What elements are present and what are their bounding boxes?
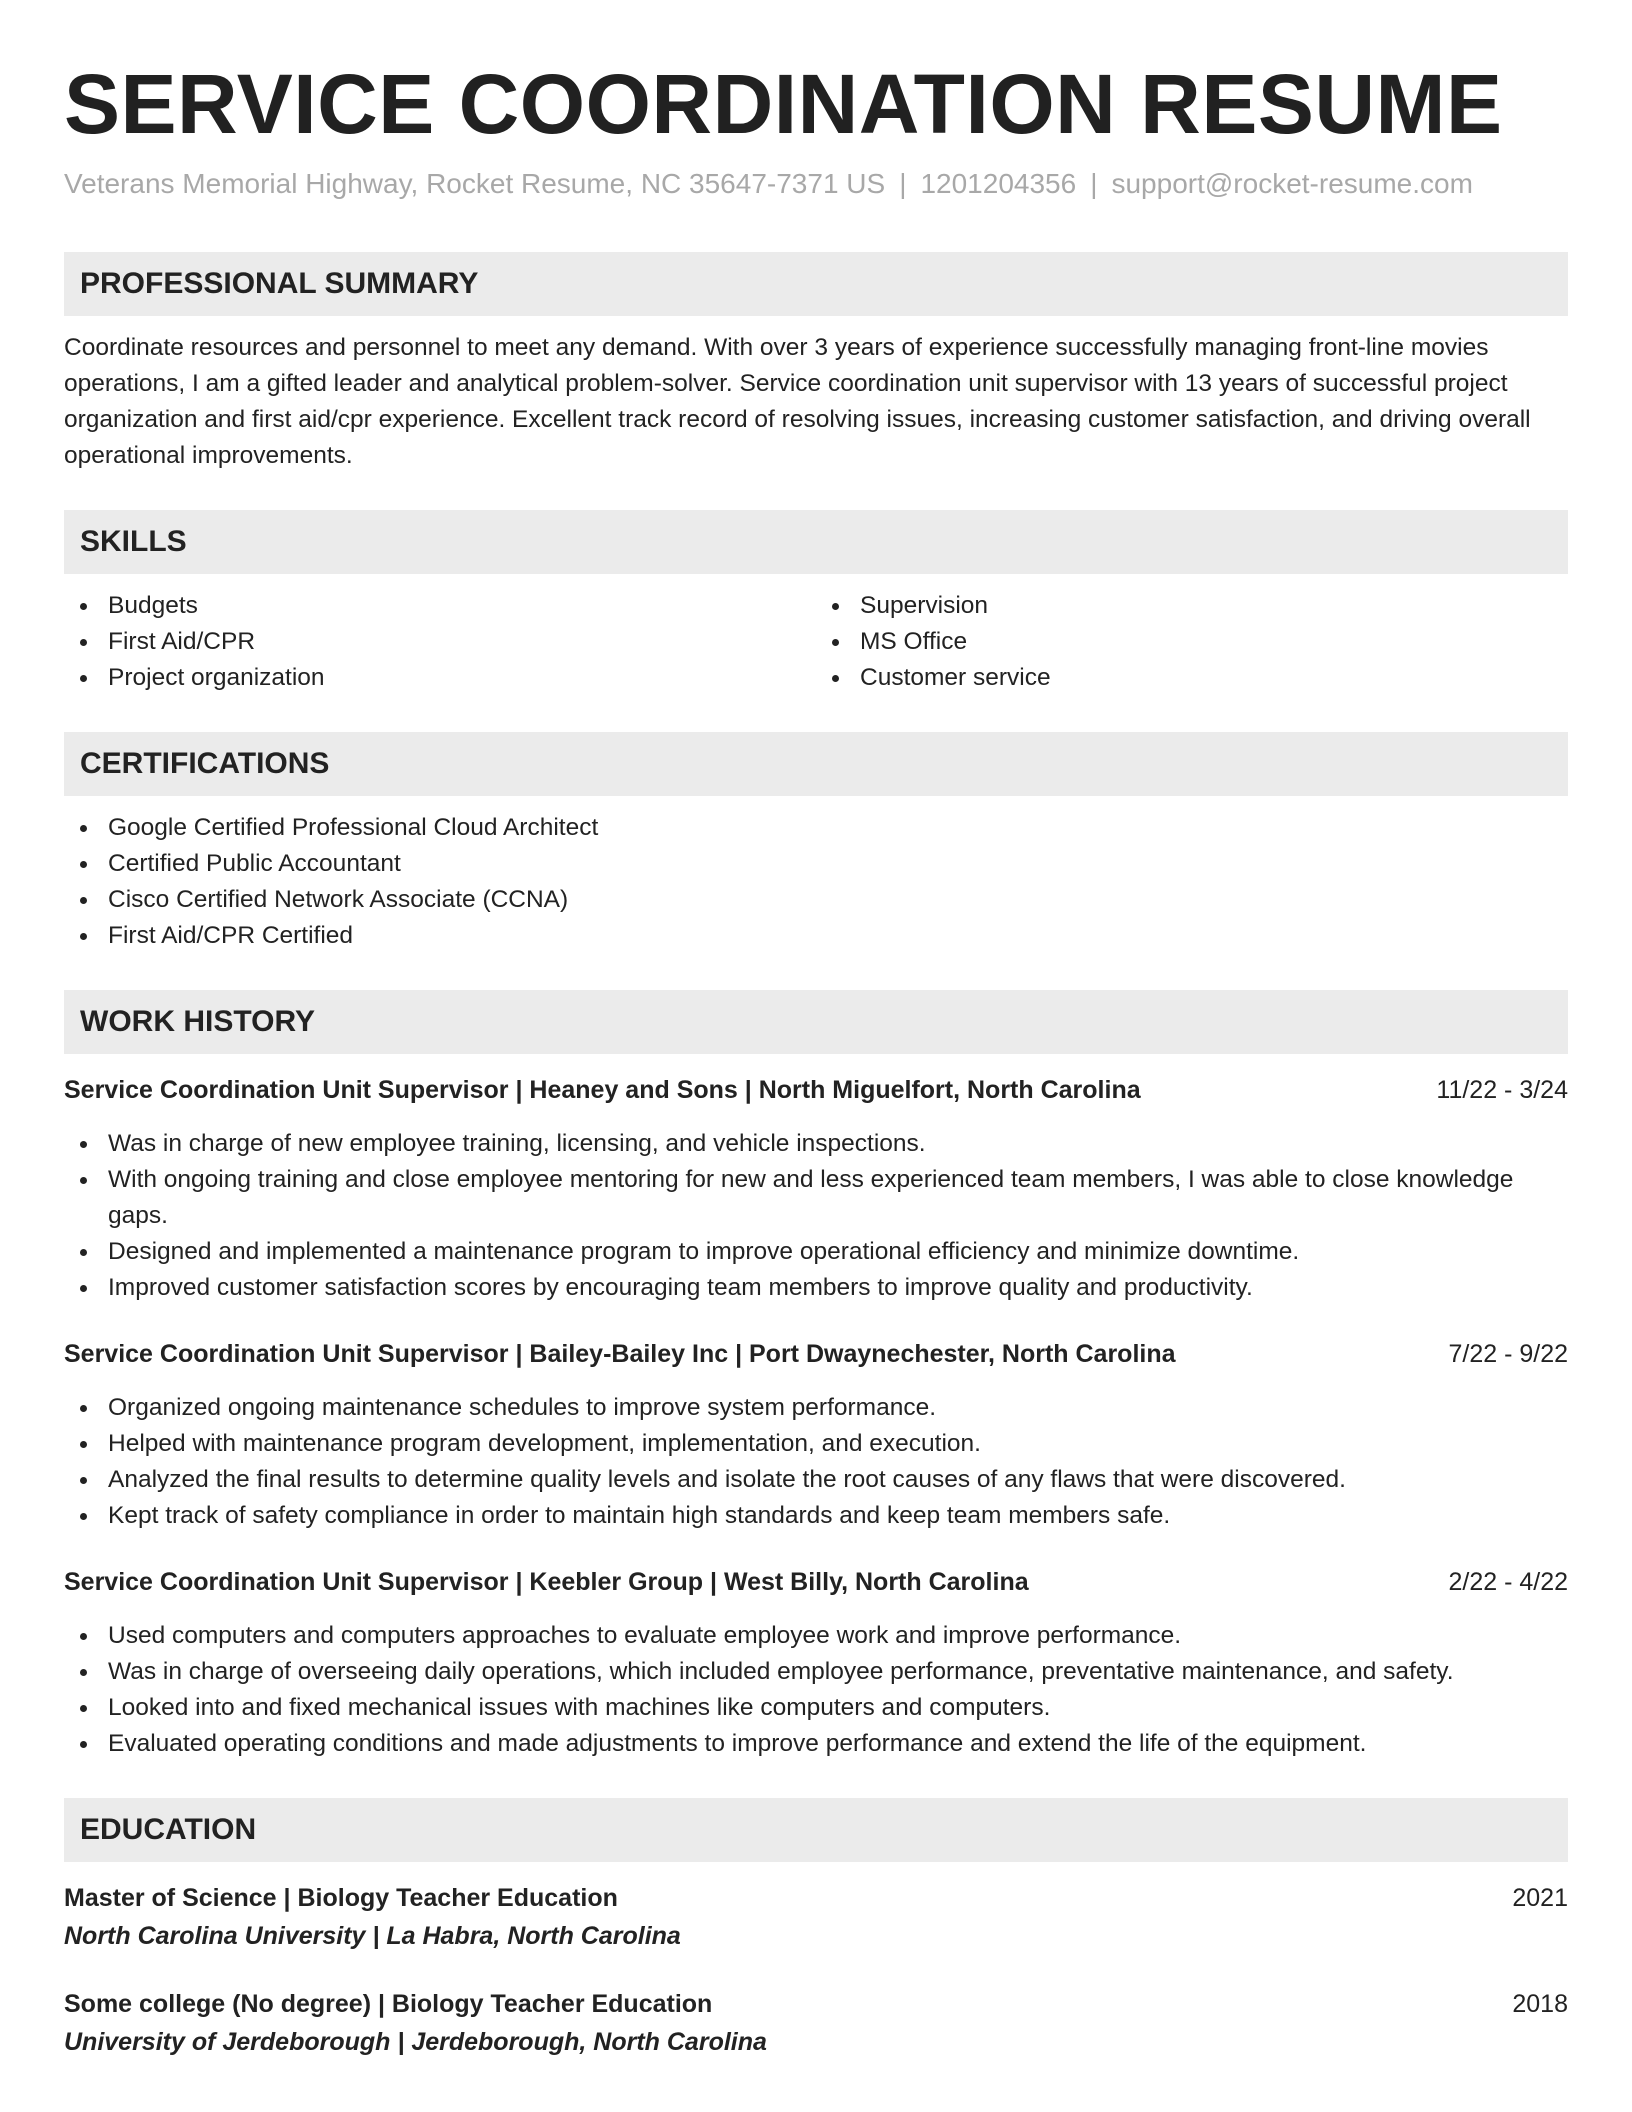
job-bullet: Kept track of safety compliance in order to maintain high standards and keep team members safe. (64, 1498, 1568, 1534)
certification-item: Certified Public Accountant (64, 846, 1568, 882)
job-header (64, 1564, 1568, 1600)
education-degree: Master of Science | Biology Teacher Education (64, 1884, 618, 1912)
job-entry (64, 1336, 1568, 1534)
job-entry (64, 1564, 1568, 1762)
job-title: Service Coordination Unit Supervisor | Heaney and Sons | North Miguelfort, North Carolina (64, 1076, 1141, 1104)
certification-item: Google Certified Professional Cloud Architect (64, 810, 1568, 846)
education-header (64, 1880, 1568, 1916)
job-dates: 7/22 - 9/22 (1448, 1340, 1568, 1368)
job-dates: 11/22 - 3/24 (1436, 1076, 1568, 1104)
contact-separator: | (1090, 168, 1098, 199)
skill-item: First Aid/CPR (64, 624, 816, 660)
skill-item: Budgets (64, 588, 816, 624)
job-bullet: Was in charge of overseeing daily operations, which included employee performance, preventative maintenance, and safety. (64, 1654, 1568, 1690)
certifications-list (64, 810, 1568, 954)
job-bullets (64, 1618, 1568, 1762)
job-bullet: Helped with maintenance program development, implementation, and execution. (64, 1426, 1568, 1462)
work-history-heading: WORK HISTORY (64, 990, 1568, 1054)
summary-heading: PROFESSIONAL SUMMARY (64, 252, 1568, 316)
education-heading: EDUCATION (64, 1798, 1568, 1862)
education-entry (64, 1880, 1568, 1956)
job-bullet: Organized ongoing maintenance schedules to improve system performance. (64, 1390, 1568, 1426)
job-bullet: Was in charge of new employee training, licensing, and vehicle inspections. (64, 1126, 1568, 1162)
job-title: Service Coordination Unit Supervisor | Keebler Group | West Billy, North Carolina (64, 1568, 1029, 1596)
job-bullet: Analyzed the final results to determine quality levels and isolate the root causes of any flaws that were discovered. (64, 1462, 1568, 1498)
skill-item: Supervision (816, 588, 1568, 624)
job-bullet: Evaluated operating conditions and made adjustments to improve performance and extend the life of the equipment. (64, 1726, 1568, 1762)
contact-address: Veterans Memorial Highway, Rocket Resume, NC 35647-7371 US (64, 168, 886, 199)
job-bullet: Designed and implemented a maintenance program to improve operational efficiency and minimize downtime. (64, 1234, 1568, 1270)
skills-list (64, 574, 1568, 696)
education-school: North Carolina University | La Habra, North Carolina (64, 1922, 681, 1950)
certification-item: First Aid/CPR Certified (64, 918, 1568, 954)
job-header (64, 1336, 1568, 1372)
certifications-heading: CERTIFICATIONS (64, 732, 1568, 796)
education-entry (64, 1986, 1568, 2062)
education-year: 2018 (1512, 1990, 1568, 2018)
contact-phone: 1201204356 (920, 168, 1077, 199)
certification-item: Cisco Certified Network Associate (CCNA) (64, 882, 1568, 918)
skills-heading: SKILLS (64, 510, 1568, 574)
skill-item: Project organization (64, 660, 816, 696)
education-header (64, 1986, 1568, 2022)
job-title: Service Coordination Unit Supervisor | Bailey-Bailey Inc | Port Dwaynechester, North Carolina (64, 1340, 1176, 1368)
job-header (64, 1072, 1568, 1108)
job-bullet: Improved customer satisfaction scores by encouraging team members to improve quality and productivity. (64, 1270, 1568, 1306)
education-degree: Some college (No degree) | Biology Teacher Education (64, 1990, 713, 2018)
skills-column-right (816, 574, 1568, 696)
job-dates: 2/22 - 4/22 (1448, 1568, 1568, 1596)
contact-email[interactable]: support@rocket-resume.com (1111, 168, 1473, 199)
skill-item: Customer service (816, 660, 1568, 696)
job-bullet: Used computers and computers approaches to evaluate employee work and improve performance. (64, 1618, 1568, 1654)
job-entry (64, 1072, 1568, 1306)
job-bullets (64, 1390, 1568, 1534)
education-year: 2021 (1512, 1884, 1568, 1912)
job-bullet: With ongoing training and close employee mentoring for new and less experienced team members, I was able to close knowledge gaps. (64, 1162, 1568, 1234)
contact-separator: | (899, 168, 907, 199)
education-school: University of Jerdeborough | Jerdeborough, North Carolina (64, 2028, 767, 2056)
job-bullet: Looked into and fixed mechanical issues with machines like computers and computers. (64, 1690, 1568, 1726)
resume-title: SERVICE COORDINATION RESUME (64, 57, 1503, 151)
contact-line (64, 166, 1568, 202)
skills-column-left (64, 574, 816, 696)
skill-item: MS Office (816, 624, 1568, 660)
summary-text: Coordinate resources and personnel to meet any demand. With over 3 years of experience successfully managing front-line movies operations, I am a gifted leader and analytical problem-solver. Service coordination unit supervisor with 13 years of successful project organization and first aid/cpr experience. Excellent track record of resolving issues, increasing customer satisfaction, and driving overall operational improvements. (64, 334, 1531, 469)
job-bullets (64, 1126, 1568, 1306)
